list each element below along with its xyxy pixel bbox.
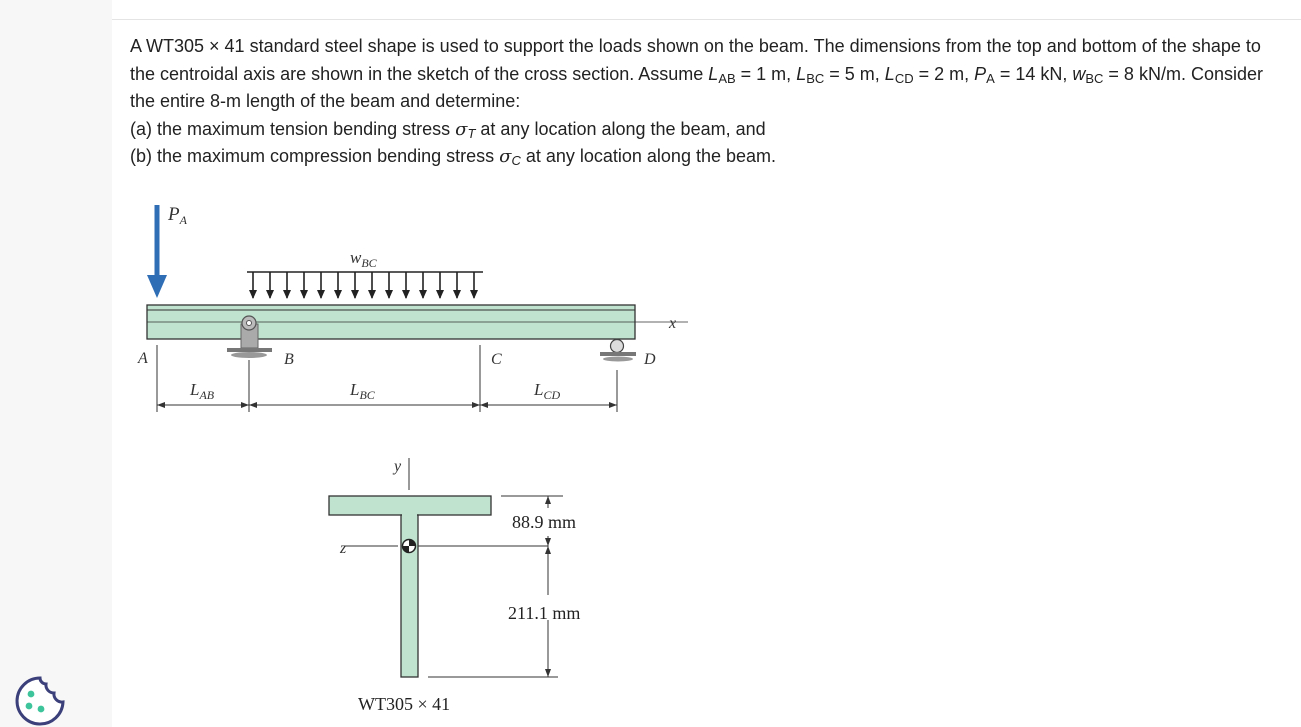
part-b: (b) the maximum compression bending stress $\sigma_C$ at any location along the beam.	[130, 146, 777, 168]
y-axis-label: y	[394, 458, 402, 475]
point-load-arrow	[147, 205, 167, 298]
section-label: WT305 × 41	[358, 694, 451, 714]
divider	[112, 19, 1301, 20]
part-a: (a) the maximum tension bending stress $\sigma_T$ at any location along the beam, and	[130, 118, 766, 141]
point-c-label: C	[491, 351, 502, 368]
beam	[147, 305, 688, 339]
point-b-label: B	[284, 351, 294, 368]
problem-statement	[130, 33, 1280, 171]
dim-lcd-label: $L_{CD}$	[534, 380, 561, 402]
point-a-label: A	[138, 350, 148, 367]
beam-figure	[128, 190, 728, 720]
dist-load-label: $w_{BC}$	[350, 248, 377, 270]
dim-lbc-label: $L_{BC}$	[350, 380, 375, 402]
z-axis-label: z	[340, 540, 347, 557]
tee-cross-section	[329, 458, 563, 677]
point-d-label: D	[644, 351, 656, 368]
load-label: $P_A$	[168, 204, 187, 227]
problem-intro: A WT305 × 41 standard steel shape is used to support the loads shown on the beam. The dimensions from the top and bottom of the shape to the centroidal axis are shown in the sketch of the cross section. Assume $L_{AB} = 1$ m, $L_{BC} = 5$ m, $L_{CD} = 2$ m, $P_A = 14$ kN, $w_{BC} = 8$ kN/m. Consider the entire 8-m length of the beam and determine:	[130, 36, 1263, 111]
dim-lab-label: $L_{AB}$	[190, 380, 215, 402]
dim-bottom-label: 211.1 mm	[508, 603, 581, 623]
distributed-load	[247, 272, 483, 299]
beam-diagram	[128, 190, 728, 720]
roller-support-d	[600, 340, 636, 362]
cookie-icon[interactable]	[14, 675, 66, 727]
dim-top-label: 88.9 mm	[512, 512, 577, 532]
x-axis-label: x	[669, 315, 677, 332]
